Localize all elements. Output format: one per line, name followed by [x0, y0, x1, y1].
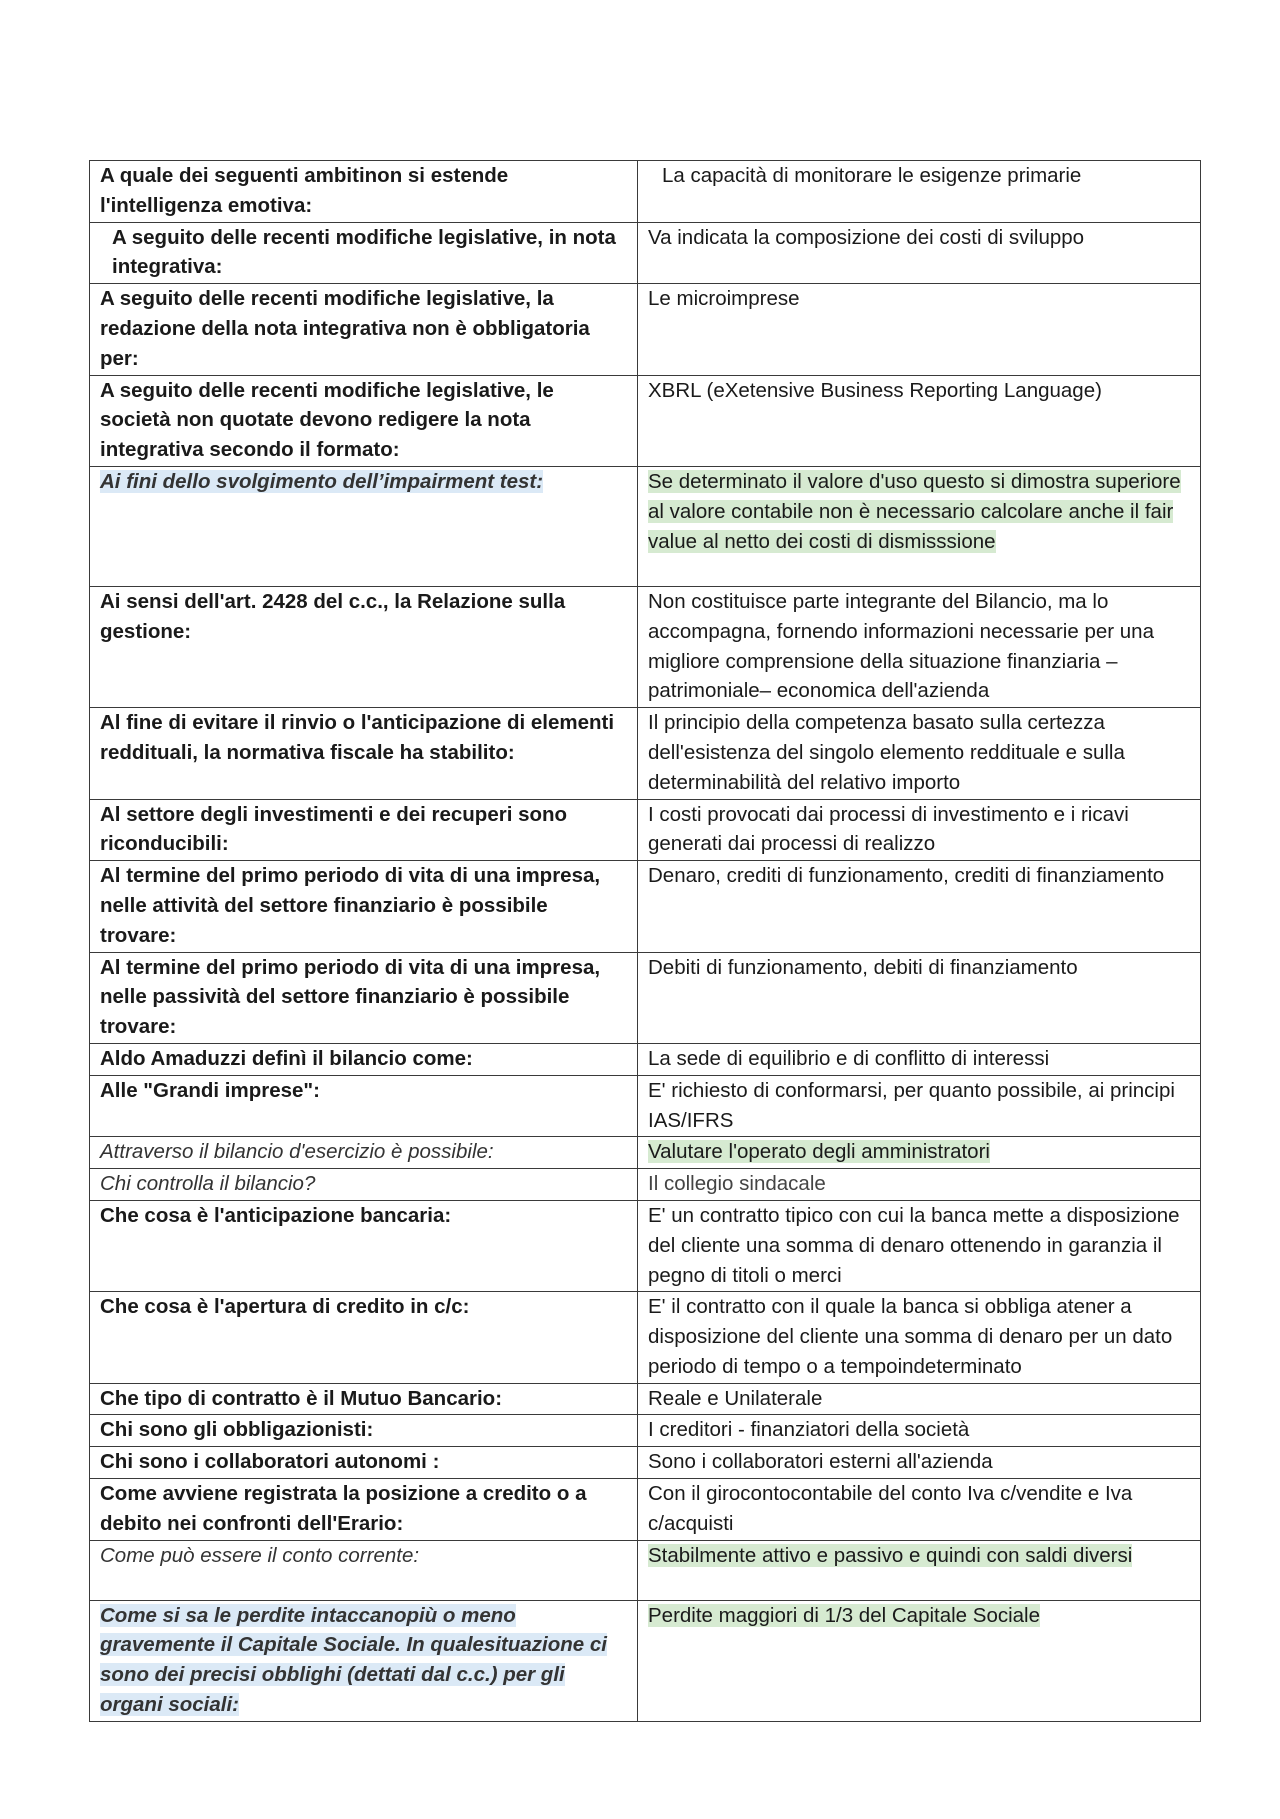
question-text: Al termine del primo periodo di vita di una impresa, nelle attività del settore finanziario è possibile trovare:	[100, 864, 601, 947]
answer-cell	[638, 375, 1201, 466]
answer-cell	[638, 1383, 1201, 1415]
table-row	[90, 1137, 1201, 1169]
table-row	[90, 708, 1201, 799]
answer-cell	[638, 952, 1201, 1043]
question-text: A seguito delle recenti modifiche legislative, la redazione della nota integrativa non è obbligatoria per:	[100, 287, 590, 370]
question-text: Al fine di evitare il rinvio o l'anticipazione di elementi reddituali, la normativa fiscale ha stabilito:	[100, 711, 615, 764]
table-row	[90, 161, 1201, 223]
table-row	[90, 861, 1201, 952]
answer-text: XBRL (eXetensive Business Reporting Language)	[648, 378, 1102, 402]
answer-text: E' un contratto tipico con cui la banca mette a disposizione del cliente una somma di denaro ottenendo in garanzia il pegno di titoli o merci	[648, 1203, 1180, 1287]
answer-cell	[638, 861, 1201, 952]
question-cell	[90, 586, 638, 707]
answer-cell	[638, 222, 1201, 284]
answer-text: Le microimprese	[648, 287, 800, 311]
answer-cell	[638, 1540, 1201, 1600]
table-row	[90, 1600, 1201, 1721]
answer-cell	[638, 586, 1201, 707]
question-text: Come si sa le perdite intaccanopiù o meno gravemente il Capitale Sociale. In qualesituazione ci sono dei precisi obblighi (dettati dal c.c.) per gli organi sociali:	[100, 1603, 607, 1717]
question-cell	[90, 466, 638, 586]
answer-text: La sede di equilibrio e di conflitto di interessi	[648, 1046, 1050, 1070]
question-text: Chi sono i collaboratori autonomi :	[100, 1450, 440, 1474]
table-row	[90, 284, 1201, 375]
table-row	[90, 1447, 1201, 1479]
answer-text: Il principio della competenza basato sulla certezza dell'esistenza del singolo elemento reddituale e sulla determinabilità del relativo importo	[648, 711, 1125, 794]
question-cell	[90, 1447, 638, 1479]
question-text: Che cosa è l'apertura di credito in c/c:	[100, 1295, 470, 1319]
question-cell	[90, 952, 638, 1043]
question-cell	[90, 1479, 638, 1541]
question-text: Al settore degli investimenti e dei recuperi sono riconducibili:	[100, 802, 568, 856]
table-row	[90, 799, 1201, 861]
answer-cell	[638, 1415, 1201, 1447]
answer-text: Il collegio sindacale	[648, 1172, 826, 1196]
question-text: A quale dei seguenti ambitinon si estende l'intelligenza emotiva:	[100, 164, 509, 217]
question-cell	[90, 161, 638, 223]
question-text: Che cosa è l'anticipazione bancaria:	[100, 1203, 452, 1227]
question-text: Ai sensi dell'art. 2428 del c.c., la Relazione sulla gestione:	[100, 589, 566, 643]
answer-text: Perdite maggiori di 1/3 del Capitale Sociale	[648, 1603, 1041, 1627]
table-row	[90, 586, 1201, 707]
question-cell	[90, 1043, 638, 1075]
answer-text: E' richiesto di conformarsi, per quanto possibile, ai principi IAS/IFRS	[648, 1078, 1175, 1132]
table-row	[90, 1292, 1201, 1383]
answer-text: Va indicata la composizione dei costi di sviluppo	[648, 225, 1085, 249]
table-row	[90, 222, 1201, 284]
answer-cell	[638, 1479, 1201, 1541]
question-cell	[90, 1292, 638, 1383]
answer-cell	[638, 1169, 1201, 1201]
question-text: Come avviene registrata la posizione a credito o a debito nei confronti dell'Erario:	[100, 1482, 587, 1535]
answer-cell	[638, 708, 1201, 799]
answer-text: Debiti di funzionamento, debiti di finanziamento	[648, 955, 1078, 979]
question-text: Al termine del primo periodo di vita di una impresa, nelle passività del settore finanziario è possibile trovare:	[100, 955, 601, 1039]
question-cell	[90, 708, 638, 799]
answer-cell	[638, 466, 1201, 586]
question-cell	[90, 1383, 638, 1415]
table-row	[90, 1540, 1201, 1600]
answer-text: Se determinato il valore d'uso questo si dimostra superiore al valore contabile non è necessario calcolare anche il fair value al netto dei costi di dismisssione	[648, 469, 1181, 553]
qa-table	[89, 160, 1201, 1722]
table-row	[90, 1383, 1201, 1415]
question-cell	[90, 1075, 638, 1137]
table-row	[90, 1075, 1201, 1137]
answer-text: Valutare l'operato degli amministratori	[648, 1140, 990, 1164]
question-cell	[90, 1169, 638, 1201]
answer-cell	[638, 1200, 1201, 1291]
question-cell	[90, 861, 638, 952]
question-text: Aldo Amaduzzi definì il bilancio come:	[100, 1046, 473, 1070]
answer-text: La capacità di monitorare le esigenze primarie	[662, 164, 1082, 187]
question-cell	[90, 799, 638, 861]
table-row	[90, 1043, 1201, 1075]
question-cell	[90, 1137, 638, 1169]
table-row	[90, 466, 1201, 586]
answer-text: Reale e Unilaterale	[648, 1386, 823, 1410]
table-row	[90, 1200, 1201, 1291]
question-cell	[90, 222, 638, 284]
answer-text: E' il contratto con il quale la banca si obbliga atener a disposizione del cliente una somma di denaro per un dato periodo di tempo o a tempoindeterminato	[648, 1295, 1173, 1378]
answer-cell	[638, 1137, 1201, 1169]
table-row	[90, 1479, 1201, 1541]
question-text: Alle "Grandi imprese":	[100, 1078, 320, 1102]
question-text: Come può essere il conto corrente:	[100, 1543, 420, 1567]
table-row	[90, 375, 1201, 466]
question-cell	[90, 1600, 638, 1721]
question-text: Attraverso il bilancio d'esercizio è possibile:	[100, 1140, 494, 1164]
answer-text: Non costituisce parte integrante del Bilancio, ma lo accompagna, fornendo informazioni necessarie per una migliore comprensione della situazione finanziaria – patrimoniale– economica dell'azienda	[648, 589, 1154, 703]
answer-cell	[638, 284, 1201, 375]
question-text: Chi controlla il bilancio?	[100, 1172, 316, 1196]
answer-cell	[638, 1292, 1201, 1383]
question-text: Che tipo di contratto è il Mutuo Bancario:	[100, 1386, 503, 1410]
answer-text: Sono i collaboratori esterni all'azienda	[648, 1450, 993, 1474]
answer-text: Denaro, crediti di funzionamento, crediti di finanziamento	[648, 864, 1165, 888]
answer-cell	[638, 799, 1201, 861]
question-cell	[90, 1200, 638, 1291]
answer-cell	[638, 1043, 1201, 1075]
table-row	[90, 1415, 1201, 1447]
table-row	[90, 1169, 1201, 1201]
question-text: A seguito delle recenti modifiche legislative, in nota integrativa:	[112, 225, 616, 279]
question-text: Chi sono gli obbligazionisti:	[100, 1418, 374, 1442]
question-cell	[90, 284, 638, 375]
table-row	[90, 952, 1201, 1043]
answer-cell	[638, 1447, 1201, 1479]
question-cell	[90, 375, 638, 466]
answer-cell	[638, 1600, 1201, 1721]
question-cell	[90, 1415, 638, 1447]
answer-text: Stabilmente attivo e passivo e quindi con saldi diversi	[648, 1543, 1133, 1567]
question-text: Ai fini dello svolgimento dell’impairment test:	[100, 469, 544, 493]
answer-text: I costi provocati dai processi di investimento e i ricavi generati dai processi di realizzo	[648, 802, 1129, 856]
answer-cell	[638, 161, 1201, 223]
question-cell	[90, 1540, 638, 1600]
answer-text: I creditori - finanziatori della società	[648, 1418, 970, 1442]
answer-text: Con il girocontocontabile del conto Iva c/vendite e Iva c/acquisti	[648, 1482, 1133, 1535]
answer-cell	[638, 1075, 1201, 1137]
question-text: A seguito delle recenti modifiche legislative, le società non quotate devono redigere la nota integrativa secondo il formato:	[100, 378, 554, 462]
